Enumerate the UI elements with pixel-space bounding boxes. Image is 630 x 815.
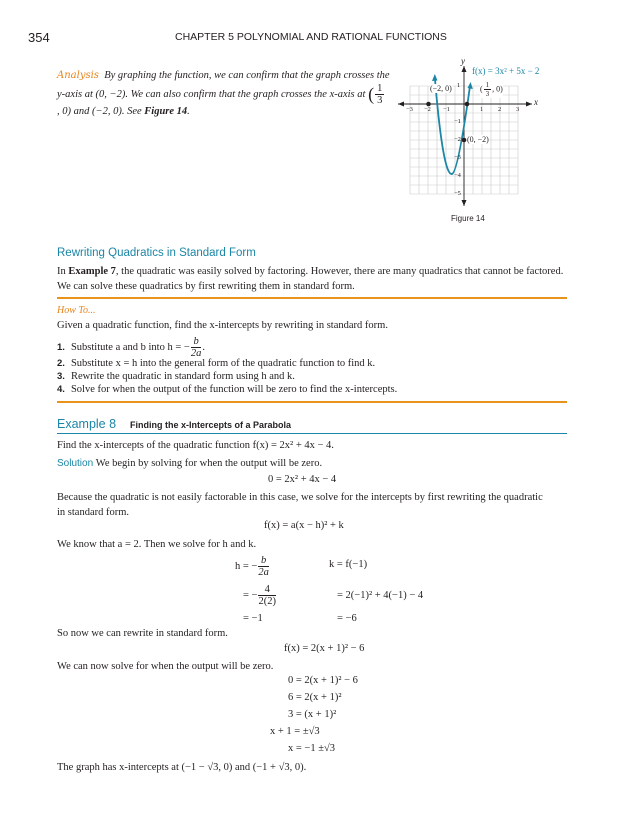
- paragraph-3: We know that a = 2. Then we solve for h and k.: [57, 539, 257, 550]
- equation-1: 0 = 2x² + 4x − 4: [268, 474, 337, 485]
- x-tick-neg1: −1: [443, 106, 450, 113]
- equation-2: f(x) = a(x − h)² + k: [264, 520, 344, 531]
- x-tick-neg2: −2: [424, 106, 431, 113]
- h-line-2: = − $\frac{4}{2(2)}$: [243, 584, 276, 607]
- paragraph-2: Because the quadratic is not easily factorable in this case, we solve for the intercepts by first rewriting the quadratic in standard form.: [57, 492, 543, 518]
- parabola-graph: [390, 56, 550, 211]
- y-tick-neg1: −1: [454, 118, 461, 125]
- k-line-1: k = f(−1): [329, 559, 368, 570]
- y-tick-neg4: −4: [454, 172, 461, 179]
- solve-step-2: 6 = 2(x + 1)²: [288, 692, 342, 703]
- y-tick-neg2: −2: [454, 136, 461, 143]
- point-right-label: ( $\frac{1}{3}$ , 0): [480, 81, 503, 98]
- point-left-label: (−2, 0): [430, 84, 452, 93]
- howto-label: How To...: [57, 305, 96, 316]
- howto-step-2: 2. Substitute x = h into the general form of the quadratic function to find k.: [57, 358, 376, 369]
- point-y-label: (0, −2): [467, 135, 489, 144]
- y-axis-label: y: [461, 56, 465, 66]
- x-tick-3: 3: [516, 106, 520, 113]
- analysis-line3: , 0) and (−2, 0). See: [57, 106, 145, 117]
- section-title: Rewriting Quadratics in Standard Form: [57, 247, 256, 259]
- solve-step-1: 0 = 2(x + 1)² − 6: [288, 675, 358, 686]
- analysis-line2: y-axis at (0, −2). We can also confirm that the graph crosses the x-axis at: [57, 88, 366, 100]
- analysis-line1: By graphing the function, we can confirm that the graph crosses the: [104, 70, 390, 81]
- example-label: Example 8: [57, 417, 117, 431]
- chapter-label: CHAPTER 5: [175, 31, 234, 43]
- point-third-0: [465, 102, 470, 107]
- figure-14-ref: Figure 14: [144, 106, 188, 117]
- example-problem: Find the x-intercepts of the quadratic function f(x) = 2x² + 4x − 4.: [57, 440, 334, 451]
- y-tick-1: 1: [457, 82, 461, 89]
- example-7-ref: Example 7: [68, 266, 116, 277]
- solve-step-4: x + 1 = ±√3: [270, 726, 320, 737]
- point-0-neg2: [462, 138, 467, 143]
- paragraph-5: We can now solve for when the output will be zero.: [57, 661, 274, 672]
- function-label: f(x) = 3x² + 5x − 2: [472, 66, 540, 76]
- equation-3: f(x) = 2(x + 1)² − 6: [284, 643, 365, 654]
- example-title: Finding the x-Intercepts of a Parabola: [130, 420, 292, 430]
- y-tick-neg5: −5: [454, 190, 461, 197]
- howto-step-3: 3. Rewrite the quadratic in standard form using h and k.: [57, 371, 295, 382]
- k-line-2: = 2(−1)² + 4(−1) − 4: [337, 590, 424, 601]
- solve-step-5: x = −1 ±√3: [288, 743, 335, 754]
- howto-bottom-rule: [57, 401, 567, 403]
- howto-top-rule: [57, 297, 567, 299]
- x-axis-label: x: [534, 97, 538, 107]
- x-tick-neg3: −3: [406, 106, 413, 113]
- h-line-3: = −1: [243, 613, 263, 624]
- example-underline: [57, 433, 567, 434]
- howto-step-1: 1. Substitute a and b into h = − $\frac{b}{2a}$ .: [57, 336, 205, 359]
- conclusion: The graph has x-intercepts at (−1 − √3, 0) and (−1 + √3, 0).: [57, 762, 307, 773]
- h-line-1: h = − $\frac{b}{2a}$: [235, 555, 269, 578]
- x-tick-1: 1: [480, 106, 484, 113]
- solve-step-3: 3 = (x + 1)²: [288, 709, 337, 720]
- howto-step-4: 4. Solve for when the output of the function will be zero to find the x-intercepts.: [57, 384, 398, 395]
- x-tick-2: 2: [498, 106, 502, 113]
- k-line-3: = −6: [337, 613, 357, 624]
- howto-intro: Given a quadratic function, find the x-intercepts by rewriting in standard form.: [57, 320, 388, 331]
- section-paragraph: In Example 7, the quadratic was easily solved by factoring. However, there are many quadratics that cannot be factored. We can solve these quadratics by first rewriting them in standard form.: [57, 266, 564, 292]
- y-tick-neg3: −3: [454, 154, 461, 161]
- analysis-fraction: $\frac{1}{3}$: [377, 83, 383, 106]
- analysis-label: Analysis: [57, 70, 99, 81]
- analysis-paragraph: Analysis By graphing the function, we can confirm that the graph crosses the y-axis at (0, −2). We can also confirm that the graph crosses the x-axis at ( $\frac{1}{3}$ , 0) and (−2, 0). See Figure 14.: [57, 70, 390, 117]
- paragraph-4: So now we can rewrite in standard form.: [57, 628, 228, 639]
- chapter-title: POLYNOMIAL AND RATIONAL FUNCTIONS: [236, 31, 447, 43]
- solution-label: Solution: [57, 458, 94, 469]
- running-header: [175, 31, 447, 43]
- figure-caption: Figure 14: [451, 214, 485, 223]
- step1-fraction: $\frac{b}{2a}$: [190, 336, 202, 359]
- page-number: 354: [28, 30, 50, 45]
- solution-line: Solution We begin by solving for when the output will be zero.: [57, 458, 323, 469]
- figure-14: [390, 56, 550, 211]
